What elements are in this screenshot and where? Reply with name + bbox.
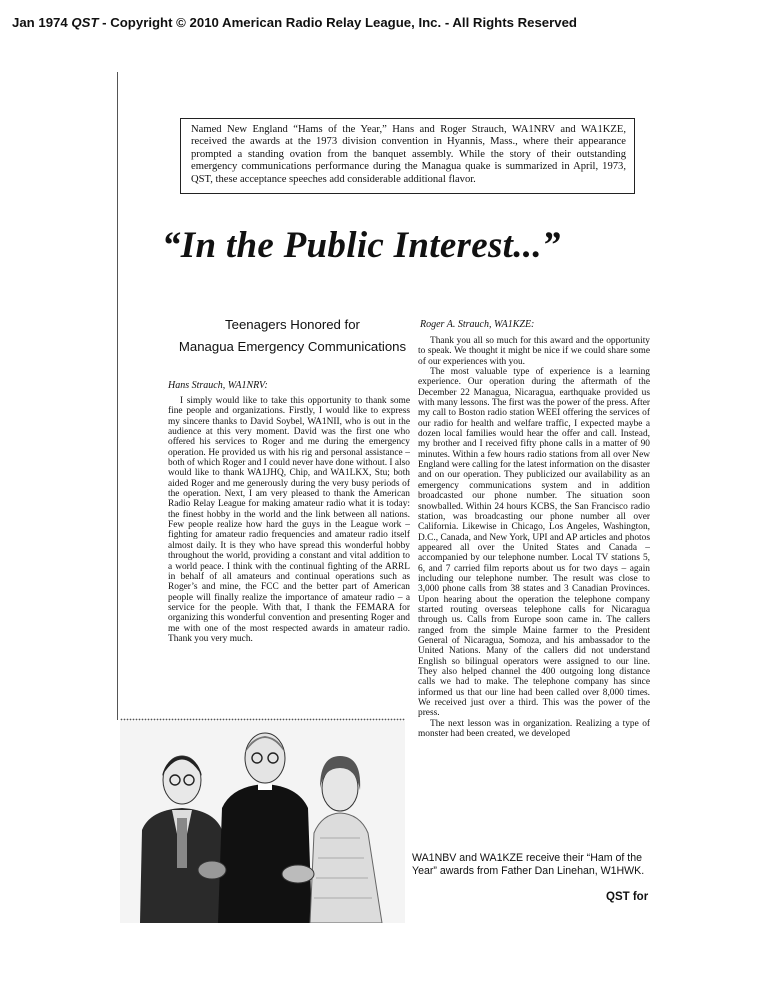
copyright-text: - Copyright © 2010 American Radio Relay League, Inc. - All Rights Reserved [98,15,577,30]
intro-box [180,118,635,194]
intro-text: Named New England “Hams of the Year,” Hans and Roger Strauch, WA1NRV and WA1KZE, received the awards at the 1973 division convention in Hyannis, Mass., where their appearance prompted a standing ovation from the banquet assembly. While the story of their outstanding emergency communications performance during the Managua quake is summarized in April, 1973, QST, these acceptance speeches add considerable additional flavor. [191,124,626,185]
right-paragraph: The most valuable type of experience is a learning experience. Our operation during the aftermath of the December 22 Managua, Nicaragua, earthquake provided us with many lessons. The first was the power of the press. After my call to Boston radio station WEEI offering the services of our radio for health and welfare traffic, I expected maybe a dozen local families would hear the offer and call. Instead, my brother and I received fifty phone calls in a matter of 90 minutes. Within a few hours radio stations from all over New England were calling for the latest information on the disaster and on our operation. They publicized our availability as an emergency communications system and in addition broadcasted our phone number. The situation soon snowballed. Within 24 hours KCBS, the San Francisco radio station, was broadcasting our phone number all over California. Likewise in Chicago, Los Angeles, Washington, D.C., Canada, and New York, UPI and AP articles and photos appeared all over the United States and Canada – accompanied by our telephone number. Local TV stations 5, 6, and 7 carried film reports about us for two days – again including our telephone number. The result was close to 3,000 phone calls from 38 states and 3 Canadian Provinces. Upon hearing about the operation the telephone company started routing overseas telephone calls for Nicaragua through us. Calls from Europe soon came in. The callers ranged from the simple Maine farmer to the President General of Nicaragua, Somoza, and his ambassador to the United Nations. Many of the callers did not understand English so bilingual operators were assigned to our line. They also helped channel the 400 outgoing long distance calls we had to make. The telephone company has since informed us that our line had been called over 8,000 times. We received just over a third. This was the power of the press. [418,367,650,719]
right-paragraph: The next lesson was in organization. Realizing a type of monster had been created, we developed [418,718,650,740]
right-paragraph: Thank you all so much for this award and the opportunity to speak. We thought it might be nice if we could share some of our experiences with you. [418,336,650,367]
left-paragraph: I simply would like to take this opportunity to thank some fine people and organizations. Firstly, I would like to express my sincere thanks to David Soybel, WA1NII, who is out in the audience at this very moment. David was the first one who offered his services to Roger and me during the emergency operation. He provided us with his rig and personal assistance – both of which Roger and I could never have done without. I also would like to thank WA1JHQ, Chip, and WA1LKX, Stu; both aided Roger and me generously during the very busy periods of the operation. Next, I am very pleased to thank the American Radio Relay League for making amateur radio what it is today: the finest hobby in the world and the link between all nations. Few people realize how hard the guys in the League work – fighting for amateur radio frequencies and amateur radio itself almost daily. It is they who have spread this wonderful hobby throughout the world, providing a constant and vital addition to a world peace. I think with the continual fighting of the ARRL in behalf of all amateurs and continual operations such as Roger’s and mine, the FCC and the better part of American people will finally realize the importance of amateur radio – a service for the people. With that, I thank the FEMARA for organizing this wonderful convention and presenting Roger and me with one of the most respected awards in amateur radio. Thank you very much. [168,396,410,644]
left-author: Hans Strauch, WA1NRV: [168,380,268,391]
left-column [168,396,410,644]
page-footer: QST for [606,891,649,903]
subhead-line-1: Teenagers Honored for [225,317,360,332]
article-title: “In the Public Interest...” [162,225,561,266]
award-photo [120,718,405,923]
copyright-notice [12,15,762,30]
copyright-date: Jan 1974 [12,15,72,30]
article-subhead [170,314,415,358]
right-author: Roger A. Strauch, WA1KZE: [420,319,535,330]
column-rule [117,72,118,720]
right-column [418,336,650,739]
copyright-magazine: QST [71,15,99,30]
photo-caption: WA1NBV and WA1KZE receive their “Ham of the Year” awards from Father Dan Linehan, W1HWK. [412,852,645,877]
award-photo-image [120,718,405,923]
subhead-line-2: Managua Emergency Communications [178,339,407,354]
